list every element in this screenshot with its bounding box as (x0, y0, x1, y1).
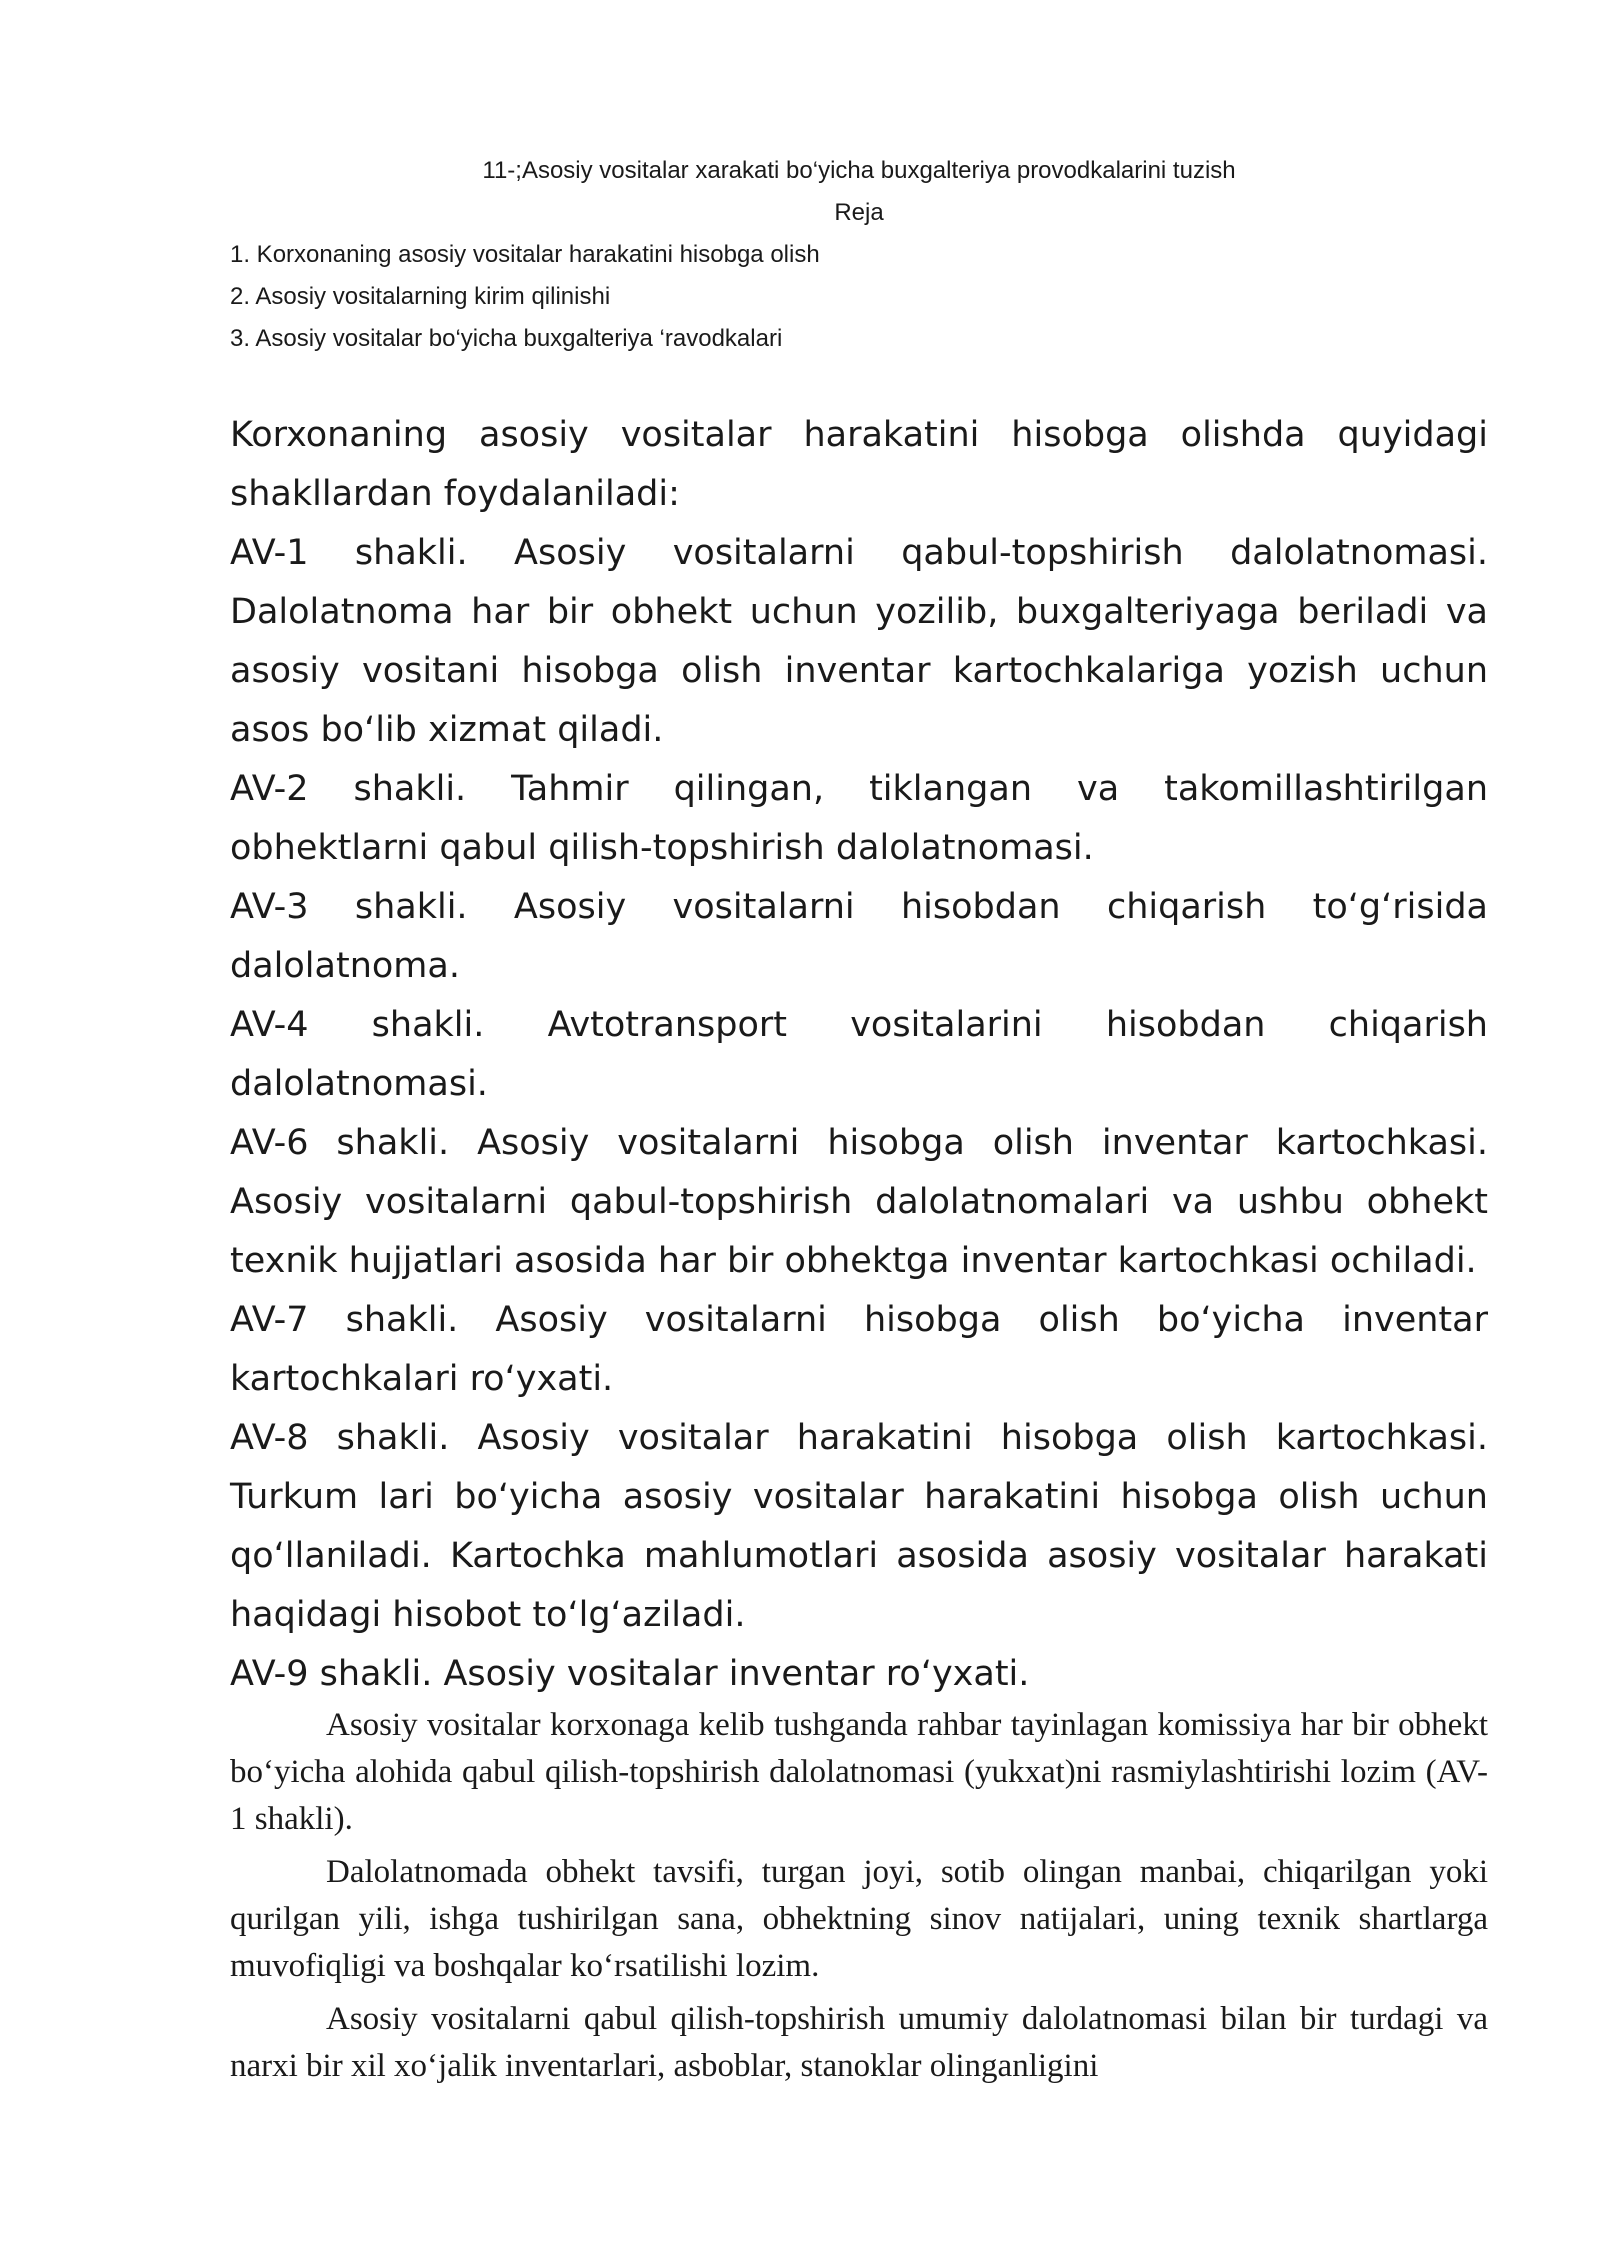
forms-intro-paragraph: Korxonaning asosiy vositalar harakatini hisobga olishda quyidagi shakllardan foydalaniladi: (230, 415, 1488, 514)
general-act-paragraph: Asosiy vositalarni qabul qilish-topshirish umumiy dalolatnomasi bilan bir turdagi va narxi bir xil xo‘jalik inventarlari, asboblar, stanoklar olinganligini (230, 2001, 1488, 2084)
form-av3-paragraph: AV-3 shakli. Asosiy vositalarni hisobdan chiqarish to‘g‘risida dalolatnoma. (230, 887, 1488, 986)
plan-item-3: 3. Asosiy vositalar bo‘yicha buxgalteriya ‘ravodkalari (230, 325, 783, 352)
form-av2-paragraph: AV-2 shakli. Tahmir qilingan, tiklangan va takomillashtirilgan obhektlarni qabul qilish-topshirish dalolatnomasi. (230, 769, 1488, 868)
plan-heading: Reja (834, 199, 884, 226)
details-section (230, 1702, 1488, 2096)
forms-section (230, 406, 1488, 1704)
form-av8-paragraph: AV-8 shakli. Asosiy vositalar harakatini hisobga olish kartochkasi. Turkum lari bo‘yicha asosiy vositalar harakatini hisobga olish uchun qo‘llaniladi. Kartochka mahlumotlari asosida asosiy vositalar harakati haqidagi hisobot to‘lg‘aziladi. (230, 1418, 1488, 1635)
plan-item-1: 1. Korxonaning asosiy vositalar harakatini hisobga olish (230, 241, 820, 268)
form-av1-paragraph: AV-1 shakli. Asosiy vositalarni qabul-topshirish dalolatnomasi. Dalolatnoma har bir obhekt uchun yozilib, buxgalteriyaga beriladi va asosiy vositani hisobga olish inventar kartochkalariga yozish uchun asos bo‘lib xizmat qiladi. (230, 533, 1488, 750)
form-av6-paragraph: AV-6 shakli. Asosiy vositalarni hisobga olish inventar kartochkasi. Asosiy vositalarni qabul-topshirish dalolatnomalari va ushbu obhekt texnik hujjatlari asosida har bir obhektga inventar kartochkasi ochiladi. (230, 1123, 1488, 1281)
act-contents-paragraph: Dalolatnomada obhekt tavsifi, turgan joyi, sotib olingan manbai, chiqarilgan yoki qurilgan yili, ishga tushirilgan sana, obhektning sinov natijalari, uning texnik shartlarga muvofiqligi va boshqalar ko‘rsatilishi lozim. (230, 1854, 1488, 1984)
form-av7-paragraph: AV-7 shakli. Asosiy vositalarni hisobga olish bo‘yicha inventar kartochkalari ro‘yxati. (230, 1300, 1488, 1399)
commission-paragraph: Asosiy vositalar korxonaga kelib tushganda rahbar tayinlagan komissiya har bir obhekt bo‘yicha alohida qabul qilish-topshirish dalolatnomasi (yukxat)ni rasmiylashtirishi lozim (AV-1 shakli). (230, 1707, 1488, 1837)
document-title: 11-;Asosiy vositalar xarakati bo‘yicha buxgalteriya provodkalarini tuzish (482, 157, 1236, 184)
form-av4-paragraph: AV-4 shakli. Avtotransport vositalarini hisobdan chiqarish dalolatnomasi. (230, 1005, 1488, 1104)
form-av9-paragraph: AV-9 shakli. Asosiy vositalar inventar ro‘yxati. (230, 1654, 1030, 1694)
header-block (230, 150, 1488, 360)
plan-item-2: 2. Asosiy vositalarning kirim qilinishi (230, 283, 611, 310)
